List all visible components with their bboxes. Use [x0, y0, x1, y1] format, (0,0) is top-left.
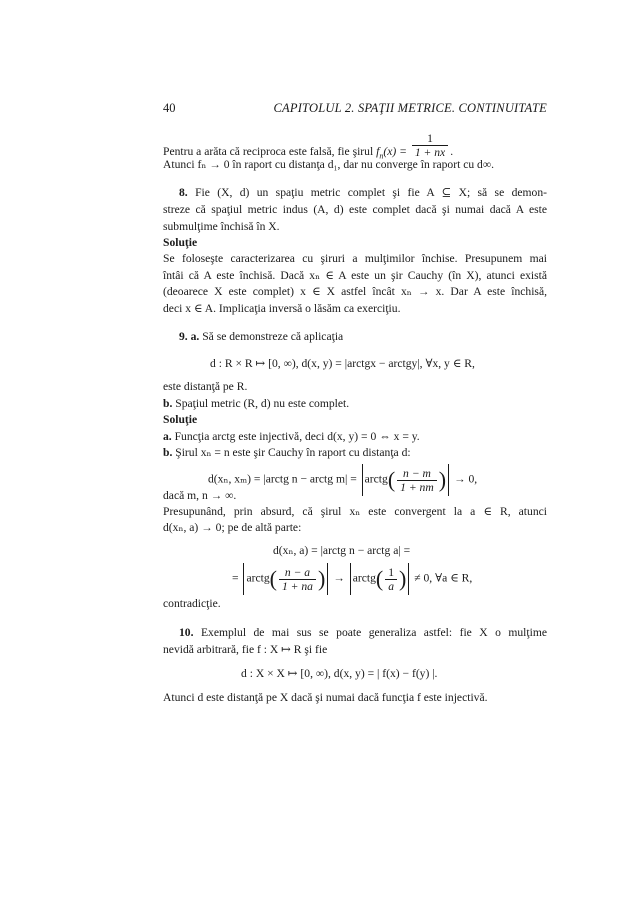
equation-right: ≠ 0, ∀a ∈ R,: [414, 571, 473, 585]
fraction-numerator: 1: [385, 566, 397, 580]
exercise-9-line: este distanţă pe R.: [163, 380, 248, 393]
exercise-9-line: [163, 330, 547, 344]
abs-bar: [327, 563, 328, 595]
arctg-label: arctg: [246, 571, 270, 585]
equation-distance: d : R × R ↦ [0, ∞), d(x, y) = |arctgx − arctgy|, ∀x, y ∈ R,: [210, 357, 475, 370]
solution-line: dacă m, n → ∞.: [163, 489, 237, 502]
fraction-numerator: 1: [412, 132, 448, 146]
math-f: f: [376, 145, 380, 159]
paren-close: ): [399, 566, 407, 591]
text-run: Exemplul de mai sus se poate generaliza astfel: fie X o mulţime: [200, 626, 547, 639]
part-label: b.: [163, 446, 173, 459]
exercise-8-line: [163, 186, 547, 200]
exercise-number: 10.: [179, 626, 194, 639]
exercise-8-line: submulţime închisă în X.: [163, 220, 280, 233]
equation-generalized: d : X × X ↦ [0, ∞), d(x, y) = | f(x) − f(y) |.: [241, 667, 438, 680]
equals-sign: =: [232, 571, 239, 585]
paren-close: ): [438, 467, 447, 492]
paren-open: (: [375, 566, 384, 591]
equation-left: d(xₙ, xₘ) = |arctg n − arctg m| =: [208, 472, 360, 486]
equation-absurd-2: [232, 563, 472, 595]
exercise-8-line: streze că spaţiul metric indus (A, d) este complet dacă şi numai dacă A este: [163, 203, 547, 216]
equation-absurd-1: d(xₙ, a) = |arctg n − arctg a| =: [273, 544, 411, 557]
page-number: 40: [163, 101, 176, 115]
solution-line: contradicţie.: [163, 597, 221, 610]
fraction: [412, 132, 448, 159]
exercise-9-line: [163, 397, 547, 411]
text-run: Funcţia arctg este injectivă, deci d(x, y) = 0 ⇔ x = y.: [174, 430, 420, 443]
fraction-denominator: a: [388, 579, 394, 593]
text-run: Şirul xₙ = n este şir Cauchy în raport cu distanţa d:: [175, 446, 411, 459]
solution-line: (deoarece X este complet) x ∈ X astfel încât xₙ → x. Dar A este închisă,: [163, 285, 547, 298]
fraction-denominator: 1 + na: [281, 579, 313, 593]
paren-close: ): [317, 566, 326, 591]
exercise-number: 8.: [179, 186, 188, 199]
fraction: [385, 566, 397, 593]
text-run: Să se demonstreze că aplicaţia: [202, 330, 344, 343]
part-label: b.: [163, 397, 173, 410]
solution-line: întâi că A este închisă. Dacă xₙ ∈ A este un şir Cauchy (în X), atunci există: [163, 269, 547, 282]
solution-line: deci x ∈ A. Implicaţia inversă o lăsăm ca exerciţiu.: [163, 302, 401, 315]
text-run: Fie (X, d) un spaţiu metric complet şi fie A ⊆ X; să se demon-: [195, 186, 547, 199]
exercise-10-line: Atunci d este distanţă pe X dacă şi numai dacă funcţia f este injectivă.: [163, 691, 488, 704]
text-run: Spaţiul metric (R, d) nu este complet.: [175, 397, 350, 410]
abs-bar: [243, 563, 244, 595]
solution-line: [163, 430, 547, 444]
paren-open: (: [387, 467, 396, 492]
fraction-numerator: n − a: [279, 566, 316, 580]
paren-open: (: [269, 566, 277, 591]
solution-line: Se foloseşte caracterizarea cu şiruri a mulţimilor închise. Presupunem mai: [163, 252, 547, 265]
solution-heading: Soluţie: [163, 236, 198, 249]
math-eq: (x) =: [383, 145, 410, 159]
running-title: CAPITOLUL 2. SPAŢII METRICE. CONTINUITATE: [273, 101, 547, 115]
exercise-10-line: nevidă arbitrară, fie f : X ↦ R şi fie: [163, 643, 328, 656]
solution-line: Presupunând, prin absurd, că şirul xₙ este convergent la a ∈ R, atunci: [163, 505, 547, 518]
exercise-number: 9. a.: [179, 330, 200, 343]
text-run: .: [450, 145, 454, 159]
exercise-10-line: [163, 626, 547, 640]
abs-bar: [408, 563, 409, 595]
solution-heading: Soluţie: [163, 413, 198, 426]
fraction-numerator: n − m: [397, 467, 437, 481]
solution-line: d(xₙ, a) → 0; pe de altă parte:: [163, 521, 302, 534]
arctg-label: arctg: [364, 472, 388, 486]
part-label: a.: [163, 430, 172, 443]
arctg-label: arctg: [352, 571, 376, 585]
solution-line: [163, 446, 547, 460]
paragraph-line: Atunci fₙ → 0 în raport cu distanţa d₁, dar nu converge în raport cu d∞.: [163, 158, 495, 171]
fraction-denominator: 1 + nx: [414, 146, 446, 159]
arrow-symbol: →: [333, 571, 345, 585]
fraction-denominator: 1 + nm: [400, 480, 434, 494]
math-sub: n: [379, 151, 384, 161]
text-run: Pentru a arăta că reciproca este falsă, fie şirul: [163, 145, 377, 159]
equation-right: → 0,: [453, 472, 478, 486]
abs-bar: [350, 563, 351, 595]
fraction: [279, 566, 316, 593]
